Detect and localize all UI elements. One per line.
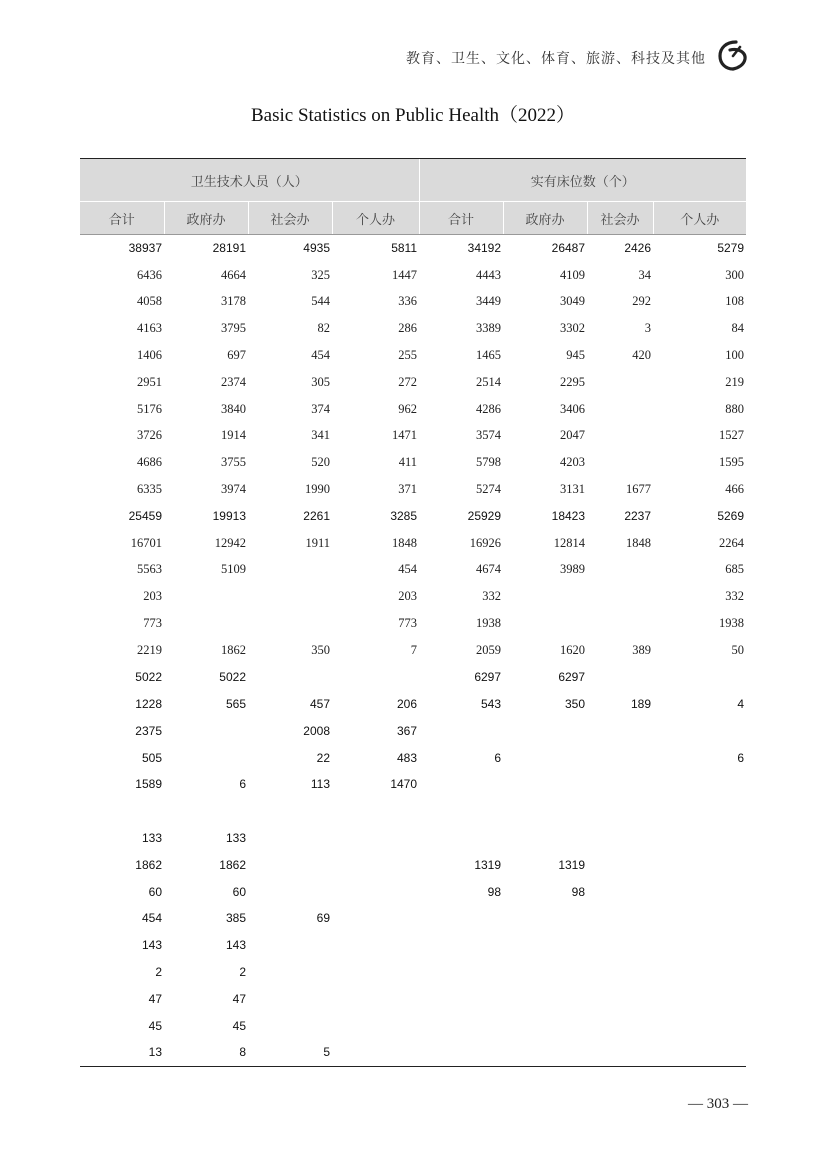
table-cell: 385	[225, 911, 246, 926]
table-cell	[587, 1039, 653, 1066]
column-header: 个人办	[332, 202, 419, 235]
table-cell: 25459	[128, 509, 162, 524]
table-cell	[503, 583, 587, 610]
table-cell: 1911	[305, 535, 330, 550]
table-cell: 4674	[476, 562, 502, 577]
table-row	[80, 691, 746, 718]
table-cell: 272	[398, 374, 418, 389]
table-cell: 8	[164, 1039, 248, 1066]
table-cell: 389	[632, 642, 652, 657]
table-cell: 332	[482, 589, 502, 604]
table-cell	[248, 583, 332, 610]
table-cell: 292	[632, 294, 652, 309]
table-cell: 305	[311, 374, 330, 389]
table-cell: 325	[311, 267, 330, 282]
table-cell: 26487	[551, 241, 586, 256]
table-cell: 113	[310, 777, 330, 792]
table-row	[80, 1039, 746, 1066]
table-cell	[587, 1012, 653, 1039]
table-cell: 47	[232, 991, 246, 1006]
table-cell: 2219	[137, 642, 162, 657]
table-cell: 60	[148, 884, 162, 899]
table-cell	[653, 825, 746, 852]
table-cell: 945	[566, 348, 586, 363]
table-cell	[503, 771, 587, 798]
table-cell: 16701	[130, 535, 162, 550]
table-cell	[248, 959, 332, 986]
table-cell: 84	[731, 321, 745, 336]
table-cell: 3795	[221, 321, 246, 336]
table-cell: 1319	[474, 857, 502, 872]
table-cell: 2008	[303, 723, 330, 738]
table-cell	[248, 664, 332, 691]
table-cell	[587, 396, 653, 423]
table-cell	[587, 851, 653, 878]
table-cell	[332, 851, 419, 878]
table-cell: 5022	[219, 670, 246, 685]
table-cell: 1677	[626, 482, 652, 497]
table-cell	[587, 932, 653, 959]
table-cell: 1862	[135, 857, 162, 872]
table-cell: 1589	[135, 777, 162, 792]
table-cell: 1447	[392, 267, 418, 282]
table-cell: 5269	[717, 509, 745, 524]
table-cell: 189	[630, 696, 652, 711]
table-cell: 2514	[476, 374, 502, 389]
table-cell: 60	[232, 884, 246, 899]
table-cell: 2374	[221, 374, 246, 389]
table-cell: 454	[311, 348, 330, 363]
table-cell: 82	[317, 321, 330, 336]
table-cell	[653, 664, 746, 691]
table-cell	[332, 664, 419, 691]
table-cell: 3049	[560, 294, 586, 309]
table-row	[80, 557, 746, 584]
table-cell	[332, 1039, 419, 1066]
table-cell	[164, 583, 248, 610]
table-cell	[419, 798, 503, 825]
table-row	[80, 476, 746, 503]
table-cell	[587, 825, 653, 852]
table-cell: 133	[141, 830, 162, 845]
table-cell	[653, 1012, 746, 1039]
table-cell	[248, 825, 332, 852]
table-cell: 3131	[560, 482, 586, 497]
table-cell: 4058	[137, 294, 162, 309]
table-cell: 2	[155, 964, 162, 979]
table-cell: 5176	[137, 401, 162, 416]
table-cell	[419, 825, 503, 852]
table-cell: 2264	[719, 535, 745, 550]
table-cell: 543	[480, 696, 502, 711]
table-cell: 466	[725, 482, 745, 497]
table-cell	[587, 557, 653, 584]
table-row	[80, 744, 746, 771]
table-cell	[248, 1012, 332, 1039]
table-cell: 12942	[214, 535, 246, 550]
table-row	[80, 825, 746, 852]
table-cell: 565	[225, 696, 246, 711]
table-cell	[653, 985, 746, 1012]
table-cell	[653, 771, 746, 798]
table-row	[80, 771, 746, 798]
table-cell	[332, 985, 419, 1012]
table-cell: 6335	[137, 482, 162, 497]
table-cell	[503, 825, 587, 852]
table-cell: 2	[239, 964, 246, 979]
table-cell	[653, 959, 746, 986]
table-cell	[503, 1039, 587, 1066]
table-cell	[587, 878, 653, 905]
table-cell: 374	[311, 401, 330, 416]
table-cell: 4664	[221, 267, 246, 282]
table-cell	[503, 610, 587, 637]
table-cell	[587, 905, 653, 932]
table-cell	[503, 905, 587, 932]
table-cell	[419, 1012, 503, 1039]
table-cell: 3989	[560, 562, 586, 577]
sub-header-row	[80, 202, 746, 235]
table-cell	[419, 1039, 503, 1066]
table-cell: 100	[725, 348, 745, 363]
table-cell: 4686	[137, 455, 162, 470]
table-cell	[587, 583, 653, 610]
table-cell	[587, 369, 653, 396]
table-row	[80, 610, 746, 637]
table-cell	[248, 557, 332, 584]
table-cell: 206	[396, 696, 418, 711]
statistics-table	[80, 158, 746, 1067]
table-cell: 2047	[560, 428, 586, 443]
table-row	[80, 664, 746, 691]
table-cell	[419, 905, 503, 932]
table-cell	[164, 717, 248, 744]
table-cell: 520	[311, 455, 330, 470]
table-cell: 1848	[392, 535, 418, 550]
table-cell: 341	[311, 428, 330, 443]
table-cell	[248, 851, 332, 878]
table-body	[80, 235, 746, 1067]
table-cell	[332, 959, 419, 986]
table-row	[80, 959, 746, 986]
table-cell: 22	[316, 750, 330, 765]
table-row	[80, 503, 746, 530]
table-cell: 1228	[135, 696, 162, 711]
table-cell: 133	[225, 830, 246, 845]
table-cell: 98	[487, 884, 502, 899]
table-cell: 5109	[221, 562, 246, 577]
column-header: 个人办	[653, 202, 746, 235]
table-row	[80, 583, 746, 610]
table-cell: 367	[396, 723, 418, 738]
table-cell	[332, 932, 419, 959]
table-cell: 19913	[212, 509, 246, 524]
table-cell: 5	[248, 1039, 332, 1066]
table-cell: 1465	[476, 348, 502, 363]
table-cell: 203	[143, 589, 162, 604]
table-cell: 3726	[137, 428, 162, 443]
table-row	[80, 637, 746, 664]
table-cell: 3755	[221, 455, 246, 470]
table-cell: 4935	[303, 241, 330, 256]
table-cell: 3302	[560, 321, 586, 336]
table-cell	[80, 798, 164, 825]
column-header: 政府办	[503, 202, 587, 235]
table-cell: 4203	[560, 455, 586, 470]
table-row	[80, 851, 746, 878]
column-header: 社会办	[248, 202, 332, 235]
table-cell: 411	[398, 455, 418, 470]
table-row	[80, 1012, 746, 1039]
table-cell	[587, 449, 653, 476]
table-cell	[503, 959, 587, 986]
table-cell: 1938	[719, 616, 745, 631]
table-cell: 2426	[624, 241, 652, 256]
table-cell: 38937	[128, 241, 162, 256]
table-cell: 47	[148, 991, 162, 1006]
table-row	[80, 878, 746, 905]
table-cell: 4	[737, 696, 745, 711]
running-header: 教育、卫生、文化、体育、旅游、科技及其他	[406, 52, 706, 67]
table-cell	[587, 959, 653, 986]
table-row	[80, 235, 746, 262]
table-cell: 6	[737, 750, 745, 765]
group-header-health-technicians: 卫生技术人员（人）	[80, 159, 419, 202]
table-cell	[503, 744, 587, 771]
table-cell: 544	[311, 294, 330, 309]
table-cell: 4286	[476, 401, 502, 416]
table-cell	[332, 798, 419, 825]
table-cell: 3840	[221, 401, 246, 416]
table-cell: 1319	[558, 857, 586, 872]
table-cell: 5274	[476, 482, 502, 497]
table-cell: 4443	[476, 267, 502, 282]
table-cell: 505	[141, 750, 162, 765]
table-cell	[587, 423, 653, 450]
table-cell: 685	[725, 562, 745, 577]
table-cell: 1862	[219, 857, 246, 872]
table-cell	[653, 851, 746, 878]
table-cell: 371	[398, 482, 418, 497]
table-cell: 2059	[476, 642, 502, 657]
table-cell	[587, 664, 653, 691]
table-cell	[164, 798, 248, 825]
table-cell: 1471	[392, 428, 418, 443]
table-cell	[653, 1039, 746, 1066]
table-cell: 16926	[469, 535, 502, 550]
table-cell: 1595	[719, 455, 745, 470]
table-cell: 255	[398, 348, 418, 363]
table-cell: 454	[398, 562, 418, 577]
table-cell	[587, 744, 653, 771]
table-cell	[653, 905, 746, 932]
table-cell: 203	[398, 589, 418, 604]
table-cell: 1620	[560, 642, 586, 657]
table-cell: 13	[80, 1039, 164, 1066]
table-cell	[248, 610, 332, 637]
table-cell: 454	[141, 911, 162, 926]
table-row	[80, 717, 746, 744]
table-cell: 1914	[221, 428, 246, 443]
table-row	[80, 798, 746, 825]
table-cell	[164, 744, 248, 771]
table-cell: 773	[143, 616, 162, 631]
table-cell: 5279	[717, 241, 745, 256]
table-cell: 50	[731, 642, 745, 657]
table-cell: 3178	[221, 294, 246, 309]
table-cell: 6297	[474, 670, 502, 685]
table-cell: 12814	[553, 535, 586, 550]
table-cell: 34192	[467, 241, 502, 256]
table-row	[80, 932, 746, 959]
table-cell	[503, 932, 587, 959]
table-cell: 2375	[135, 723, 162, 738]
table-cell	[653, 878, 746, 905]
table-cell	[587, 985, 653, 1012]
table-cell: 6	[494, 750, 502, 765]
table-cell	[503, 1012, 587, 1039]
table-cell: 350	[564, 696, 586, 711]
table-cell: 880	[725, 401, 745, 416]
table-cell: 18423	[551, 509, 586, 524]
table-cell: 143	[225, 938, 246, 953]
table-row	[80, 449, 746, 476]
table-cell	[587, 798, 653, 825]
table-cell: 332	[725, 589, 745, 604]
table-row	[80, 396, 746, 423]
column-header: 合计	[80, 202, 164, 235]
table-cell	[503, 798, 587, 825]
group-header-actual-beds: 实有床位数（个）	[419, 159, 746, 202]
table-cell	[587, 771, 653, 798]
table-cell: 25929	[467, 509, 502, 524]
table-cell: 4163	[137, 321, 162, 336]
table-cell: 3406	[560, 401, 586, 416]
table-cell	[503, 717, 587, 744]
table-cell: 3389	[476, 321, 502, 336]
table-row	[80, 262, 746, 289]
table-cell	[419, 959, 503, 986]
table-cell: 6436	[137, 267, 162, 282]
table-cell	[332, 825, 419, 852]
table-cell: 7	[410, 642, 418, 657]
table-cell: 5798	[476, 455, 502, 470]
table-cell: 6297	[558, 670, 586, 685]
table-cell: 2237	[624, 509, 652, 524]
publisher-logo-icon	[716, 38, 750, 72]
table-cell	[419, 932, 503, 959]
table-cell	[419, 771, 503, 798]
table-cell: 3449	[476, 294, 502, 309]
table-cell: 697	[227, 348, 246, 363]
page-number: — 303 —	[688, 1096, 748, 1112]
table-cell: 5811	[391, 241, 418, 256]
table-cell: 69	[316, 911, 330, 926]
table-cell: 219	[725, 374, 745, 389]
table-cell: 3	[644, 321, 652, 336]
table-cell: 336	[398, 294, 418, 309]
table-cell: 34	[638, 267, 652, 282]
table-cell: 1527	[719, 428, 745, 443]
table-row	[80, 369, 746, 396]
table-cell: 5022	[135, 670, 162, 685]
table-cell: 1848	[626, 535, 652, 550]
table-cell: 962	[398, 401, 418, 416]
table-cell: 1406	[137, 348, 162, 363]
column-header: 社会办	[587, 202, 653, 235]
table-row	[80, 530, 746, 557]
table-cell	[332, 905, 419, 932]
table-cell	[164, 610, 248, 637]
table-cell	[248, 985, 332, 1012]
table-cell: 143	[141, 938, 162, 953]
table-cell: 483	[396, 750, 418, 765]
table-cell	[653, 798, 746, 825]
table-row	[80, 289, 746, 316]
table-cell	[419, 717, 503, 744]
table-row	[80, 342, 746, 369]
table-cell: 2951	[137, 374, 162, 389]
table-row	[80, 423, 746, 450]
table-cell	[248, 798, 332, 825]
page-title: Basic Statistics on Public Health（2022）	[250, 105, 576, 126]
table-cell: 1938	[476, 616, 502, 631]
table-cell	[248, 878, 332, 905]
column-header: 政府办	[164, 202, 248, 235]
table-cell: 3574	[476, 428, 502, 443]
table-cell: 1862	[221, 642, 246, 657]
table-cell: 1470	[390, 777, 418, 792]
table-cell	[587, 610, 653, 637]
table-cell	[653, 932, 746, 959]
table-cell: 300	[725, 267, 745, 282]
table-cell: 108	[725, 294, 745, 309]
group-header-row	[80, 159, 746, 202]
table-cell: 28191	[212, 241, 246, 256]
table-cell: 2295	[560, 374, 586, 389]
table-cell: 420	[632, 348, 652, 363]
table-cell: 2261	[303, 509, 330, 524]
table-cell: 6	[239, 777, 246, 792]
table-cell: 457	[309, 696, 330, 711]
table-cell: 45	[232, 1018, 246, 1033]
table-cell: 1990	[305, 482, 330, 497]
table-cell: 5563	[137, 562, 162, 577]
table-row	[80, 985, 746, 1012]
column-header: 合计	[419, 202, 503, 235]
table-cell: 773	[398, 616, 418, 631]
table-cell: 98	[571, 884, 586, 899]
table-row	[80, 315, 746, 342]
table-cell	[653, 717, 746, 744]
table-cell	[332, 1012, 419, 1039]
table-cell: 4109	[560, 267, 586, 282]
table-cell	[419, 985, 503, 1012]
table-cell	[503, 985, 587, 1012]
table-cell: 350	[311, 642, 330, 657]
table-cell: 3974	[221, 482, 246, 497]
table-cell	[248, 932, 332, 959]
table-cell: 286	[398, 321, 418, 336]
table-cell	[332, 878, 419, 905]
table-cell: 45	[148, 1018, 162, 1033]
table-cell: 3285	[390, 509, 418, 524]
table-cell	[587, 717, 653, 744]
table-row	[80, 905, 746, 932]
